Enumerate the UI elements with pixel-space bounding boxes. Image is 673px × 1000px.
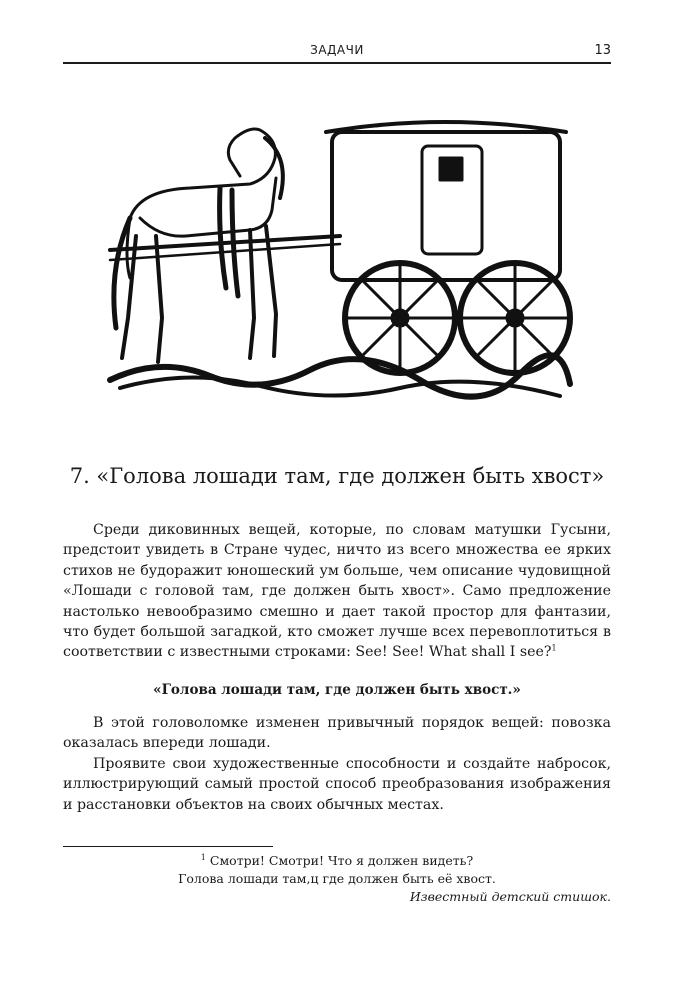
- puzzle-heading: 7. «Голова лошади там, где должен быть хвост»: [69, 464, 605, 488]
- carriage-body: [332, 132, 560, 280]
- page-header: [63, 40, 611, 64]
- intro-paragraph: [63, 520, 611, 663]
- puzzle-description: В этой головоломке изменен привычный порядок вещей: повозка оказалась впереди лошади.: [63, 715, 611, 752]
- section-title: ЗАДАЧИ: [310, 43, 364, 57]
- page-number: 13: [594, 43, 611, 58]
- task-paragraphs: [63, 713, 611, 815]
- horse-body: [130, 129, 275, 218]
- footnote-divider: [63, 846, 273, 847]
- horse-carriage-illustration: [100, 118, 580, 418]
- intro-text: Среди диковинных вещей, которые, по словам матушки Гусыни, предстоит увидеть в Стране чудес, ничто из всего множества ее ярких стихов не будоражит юношеский ум больше, чем описание чудовищной «Лошади с головой там, где должен быть хвост». Само предложение настолько невообразимо смешно и дает такой простор для фантазии, что будет большой загадкой, кто сможет лучше всех перевоплотиться в соответствии с известными строками: See! See! What shall I see?: [63, 522, 611, 661]
- carriage-window: [440, 158, 462, 180]
- footnote-line2: Голова лошади там,ц где должен быть её хвост.: [178, 871, 496, 886]
- carriage-shaft: [110, 236, 340, 250]
- verse-line: «Голова лошади там, где должен быть хвост.»: [153, 682, 521, 698]
- puzzle-task: Проявите свои художественные способности и создайте набросок, иллюстрирующий самый простой способ преобразования изображения и расстановки объектов на своих обычных местах.: [63, 755, 611, 813]
- footnote: [63, 852, 611, 906]
- rear-wheel: [345, 263, 455, 373]
- footnote-marker: 1: [200, 852, 206, 862]
- footnote-ref: 1: [551, 643, 557, 653]
- footnote-source: Известный детский стишок.: [409, 889, 611, 904]
- footnote-line1: Смотри! Смотри! Что я должен видеть?: [209, 853, 474, 868]
- front-wheel: [460, 263, 570, 373]
